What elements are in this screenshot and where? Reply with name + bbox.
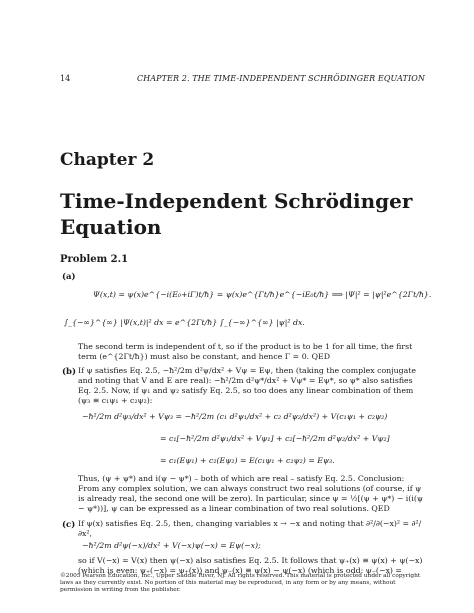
page-number: 14 [60,74,71,83]
part-a-label: (a) [62,272,76,282]
part-b-label: (b) [62,367,76,377]
part-b-equation-line-2: = c₁[−ħ²/2m d²ψ₁/dx² + Vψ₁] + c₂[−ħ²/2m d²ψ₂/dx² + Vψ₂] [160,434,390,443]
part-c-equation: −ħ²/2m d²ψ(−x)/dx² + V(−x)ψ(−x) = Eψ(−x); [82,541,261,550]
part-c-intro: If ψ(x) satisfies Eq. 2.5, then, changing variables x → −x and noting that ∂²/∂(−x)² = ∂²/∂x², [78,519,422,538]
part-a-text: The second term is independent of t, so if the product is to be 1 for all time, the first term (e^{2Γt/ħ}) must also be constant, and hence Γ = 0. QED [78,342,413,361]
problem-title: Problem 2.1 [60,254,129,265]
part-b-intro: If ψ satisfies Eq. 2.5, −ħ²/2m d²ψ/dx² + Vψ = Eψ, then (taking the complex conjugate and noting that V and E are real): −ħ²/2m d²ψ*/dx² + Vψ* = Eψ*, so ψ* also satisfies Eq. 2.5. Now, if ψ₁ and ψ₂ satisfy Eq. 2.5, so too does any linear combination of them (ψ₃ ≡ c₁ψ₁ + c₂ψ₂): [78,366,416,405]
part-a-equation-2: ∫_{−∞}^{∞} |Ψ(x,t)|² dx = e^{2Γt/ħ} ∫_{−∞}^{∞} |ψ|² dx. [64,318,305,327]
chapter-label: Chapter 2 [60,150,155,170]
part-b-equation-line-3: = c₁(Eψ₁) + c₂(Eψ₂) = E(c₁ψ₁ + c₂ψ₂) = Eψ₃. [160,456,335,465]
running-header: CHAPTER 2. THE TIME-INDEPENDENT SCHRÖDINGER EQUATION [136,74,425,83]
part-b-text: Thus, (ψ + ψ*) and i(ψ − ψ*) – both of which are real – satisfy Eq. 2.5. Conclusion: From any complex solution, we can always construct two real solutions (of course, if ψ is already real, the second one will be zero). In particular, since ψ = ½[(ψ + ψ*) − i(i(ψ − ψ*))], ψ can be expressed as a linear combination of two real solutions. QED [78,474,423,513]
chapter-title: Time-Independent Schrödinger Equation [60,189,413,239]
part-c-label: (c) [62,520,76,530]
part-a-equation-1: Ψ(x,t) = ψ(x)e^{−i(E₀+iΓ)t/ħ} = ψ(x)e^{Γt/ħ}e^{−iE₀t/ħ} ⟹ |Ψ|² = |ψ|²e^{2Γt/ħ}. [93,290,432,299]
part-b-equation-line-1: −ħ²/2m d²ψ₃/dx² + Vψ₃ = −ħ²/2m (c₁ d²ψ₁/dx² + c₂ d²ψ₂/dx²) + V(c₁ψ₁ + c₂ψ₂) [82,412,388,421]
part-c-text: so if V(−x) = V(x) then ψ(−x) also satisfies Eq. 2.5. It follows that ψ₊(x) ≡ ψ(x) + ψ(−x) (which is even: ψ₊(−x) = ψ₊(x)) and ψ₋(x) ≡ ψ(x) − ψ(−x) (which is odd: ψ₋(−x) = [78,556,423,575]
copyright-footer: ©2005 Pearson Education, Inc., Upper Saddle River, NJ. All rights reserved. This material is protected under all copyright laws as they currently exist. No portion of this material may be reproduced, in any form or by any means, without permission in writing from the publisher. [60,573,421,593]
